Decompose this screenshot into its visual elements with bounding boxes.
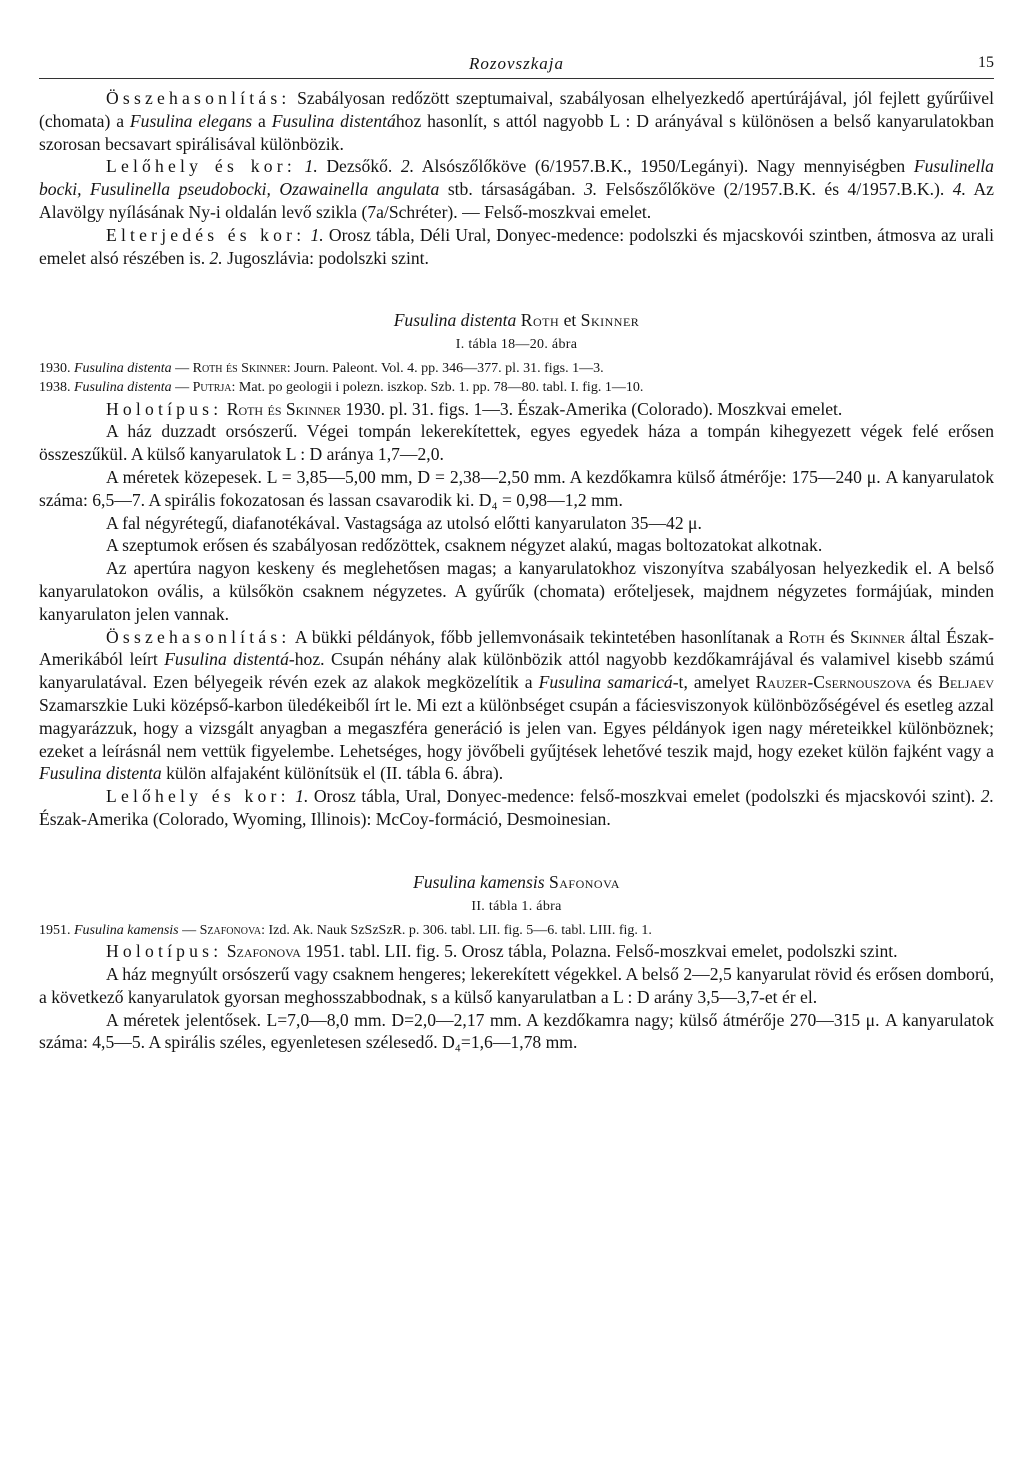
bibliography-entry-3: [39, 922, 994, 941]
text-run: -hoz. Csupán néhány alak különbözik attól nagyobb kezdőkamrájával és valamivel kisebb számú kanyarulatával. Ezen bélyegeik révén ezek az alakok megközelítik a: [39, 649, 994, 693]
comparison-label: Összehasonlítás:: [106, 88, 291, 108]
description-paragraph: A szeptumok erősen és szabályosan redőzöttek, csaknem négyzet alakú, magas boltozatokat alkotnak.: [106, 535, 823, 556]
plate-reference-2: II. tábla 1. ábra: [471, 898, 562, 914]
species-name: Fusulina samaricá: [538, 672, 673, 693]
author-name: Putrja: [192, 379, 232, 395]
running-title: Rozovszkaja: [468, 54, 565, 73]
species-name: Fusulina distenta: [74, 379, 172, 395]
text-run: : Journ. Paleont. Vol. 4. pp. 346—377. pl. 31. figs. 1—3.: [286, 361, 604, 377]
text-run: 1930. pl. 31. figs. 1—3. Észak-Amerika (Colorado). Moszkvai emelet.: [341, 398, 843, 419]
locality-label: Lelőhely és kor:: [106, 156, 296, 177]
author-name: Szafonova: [199, 922, 262, 938]
text-run: -t, amelyet: [672, 672, 756, 693]
holotype-label: Holotípus:: [106, 941, 223, 962]
distribution-label: Elterjedés és kor:: [106, 224, 306, 245]
item-number: 1.: [310, 224, 324, 245]
species-heading-2: [39, 871, 994, 893]
item-number: 1.: [304, 156, 318, 177]
text-run: : Izd. Ak. Nauk SzSzSzR. p. 306. tabl. LII. fig. 5—6. tabl. LIII. fig. 1.: [261, 922, 652, 938]
species-heading-name: Fusulina kamensis: [413, 871, 545, 892]
text-run: Az Alavölgy nyílásának Ny-i oldalán levő szikla (7a/Schréter). — Felső-moszkvai emelet.: [39, 179, 994, 222]
locality-label: Lelőhely és kor:: [106, 786, 290, 807]
item-number: 4.: [952, 179, 966, 200]
text-run: Alsószőlőköve (6/1957.B.K., 1950/Legányi). Nagy mennyiségben: [414, 156, 914, 177]
biblio-year: 1938.: [39, 379, 71, 395]
text-run: Felsőszőlőköve (2/1957.B.K. és 4/1957.B.K.).: [597, 179, 953, 200]
comparison-paragraph-2: [39, 626, 994, 786]
biblio-year: 1951.: [39, 922, 71, 938]
text-run: —: [171, 361, 193, 377]
page: [39, 52, 994, 1054]
author-name: Safonova: [548, 871, 620, 892]
text-run: A bükki példányok, főbb jellemvonásaik tekintetében hasonlítanak a: [290, 626, 789, 647]
text-run: Orosz tábla, Déli Ural, Donyec-medence: podolszki és mjacskovói szintben, átmosva az urali emelet alsó részében is.: [39, 224, 995, 268]
item-number: 2.: [980, 786, 994, 807]
species-heading-name: Fusulina distenta: [393, 310, 517, 331]
description-paragraph: A fal négyrétegű, diafanotékával. Vastagsága az utolsó előtti kanyarulaton 35—42 μ.: [106, 512, 702, 533]
species-name: Fusulina elegans: [129, 110, 253, 131]
comparison-label: Összehasonlítás:: [106, 626, 291, 647]
body-text: [39, 87, 994, 1054]
item-number: 1.: [295, 786, 309, 807]
text-run: —: [171, 379, 193, 395]
description-paragraph: A ház duzzadt orsószerű. Végei tompán lekerekítettek, egyes egyedek háza a tompán kihegyezett végek felé erősen összeszűkül. A külső kanyarulatok L : D aránya 1,7—2,0.: [39, 421, 994, 465]
author-name: Roth: [520, 310, 560, 331]
page-number: 15: [978, 54, 994, 71]
description-paragraph: Az apertúra nagyon keskeny és meglehetősen magas; a kanyarulatokhoz viszonyítva szabályosan helyezkedik el. A belső kanyarulatokon ovális, a külsőkön csaknem négyzetes. A gyűrűk (chomata) erőteljesek, majdnem négyzetes formájúak, minden kanyarulaton jelen vannak.: [39, 558, 994, 624]
author-name: Szafonova: [226, 941, 301, 962]
bibliography-entry-1: [39, 360, 994, 379]
text-run: és: [911, 672, 939, 693]
text-run: Szamarszkie Luki középső-karbon üledékeiből írt le. Mi ezt a különbséget csupán a fáciesviszonyok különbözőségével és esetleg azzal magyarázzuk, hogy a vizsgált anyagban a megaszféra generáció is jelen van. Egyes példányok igen nagy méreteikkel különböznek; ezeket a leírásnál nem vettük figyelembe. Lehetséges, hogy jövőbeli gyűjtések lehetővé teszik majd, hogy ezeket külön fajként vagy a: [39, 694, 994, 761]
item-number: 2.: [209, 247, 223, 268]
species-list: Fusulinella bocki, Fusulinella pseudobocki, Ozawainella angulata: [39, 156, 994, 200]
bibliography-entry-2: [39, 379, 994, 398]
species-name: Fusulina distentá: [164, 649, 289, 670]
holotype-paragraph-2: [39, 940, 994, 963]
text-run: stb. társaságában.: [439, 179, 584, 200]
text-run: hoz hasonlít, s attól nagyobb L : D arányával s különösen a belső kanyarulatokban szorosan becsavart spirálisával különbözik.: [39, 110, 995, 154]
text-run: Jugoszlávia: podolszki szint.: [222, 247, 429, 268]
text-run: által Észak-Amerikából leírt: [39, 626, 995, 670]
description-paragraph: A méretek jelentősek. L=7,0—8,0 mm. D=2,0—2,17 mm. A kezdőkamra nagy; külső átmérője 270—315 μ. A kanyarulatok száma: 4,5—5. A spirális széles, egyenletesen szélesedő. D₄=1,6—1,78 mm.: [39, 1009, 994, 1053]
text-run: külön alfajaként különítsük el (II. tábla 6. ábra).: [161, 763, 504, 784]
running-header: [39, 52, 994, 79]
text-run: és: [824, 626, 851, 647]
text-run: Dezsőkő.: [317, 156, 401, 177]
holotype-paragraph-1: [39, 398, 994, 421]
text-run: —: [178, 922, 200, 938]
text-run: a: [252, 110, 272, 131]
species-name: Fusulina kamensis: [74, 922, 179, 938]
author-name: Rauzer-Csernouszova: [755, 672, 912, 693]
author-name: Skinner: [580, 310, 640, 331]
item-number: 2.: [400, 156, 415, 177]
biblio-year: 1930.: [39, 361, 71, 377]
text-run: 1951. tabl. LII. fig. 5. Orosz tábla, Polazna. Felső-moszkvai emelet, podolszki szint.: [300, 941, 898, 962]
holotype-label: Holotípus:: [106, 398, 223, 419]
author-name: Beljaev: [938, 672, 994, 693]
species-name: Fusulina distenta: [39, 763, 162, 784]
author-name: Skinner: [850, 626, 906, 647]
species-name: Fusulina distentá: [271, 110, 396, 131]
distribution-paragraph: [39, 224, 994, 270]
author-name: Roth és Skinner: [226, 398, 342, 419]
locality-paragraph-2: [39, 785, 994, 831]
plate-reference-1: I. tábla 18—20. ábra: [455, 337, 578, 353]
description-paragraph: A ház megnyúlt orsószerű vagy csaknem hengeres; lekerekített végekkel. A belső 2—2,5 kanyarulat rövid és erősen domború, a következő kanyarulatok gyorsan meghosszabbodnak, s a külső kanyarulatban a L : D arány 3,5—3,7-et ér el.: [39, 964, 994, 1007]
species-name: Fusulina distenta: [74, 361, 172, 377]
text-run: Szabályosan redőzött szeptumaival, szabályosan elhelyezkedő apertúrájával, jól fejlett gyűrűivel (chomata) a: [39, 88, 994, 131]
author-name: Roth: [788, 626, 825, 647]
text-run: Észak-Amerika (Colorado, Wyoming, Illinois): McCoy-formáció, Desmoinesian.: [39, 808, 611, 829]
text-run: Orosz tábla, Ural, Donyec-medence: felső-moszkvai emelet (podolszki és mjacskovói szint).: [308, 786, 981, 807]
text-run: et: [559, 310, 581, 331]
description-paragraph: A méretek közepesek. L = 3,85—5,00 mm, D = 2,38—2,50 mm. A kezdőkamra külső átmérője: 175—240 μ. A kanyarulatok száma: 6,5—7. A spirális fokozatosan és lassan csavarodik ki. D₄ = 0,98—1,2 mm.: [39, 466, 994, 510]
locality-paragraph-1: [39, 155, 994, 223]
comparison-paragraph-1: [39, 87, 994, 155]
author-name: Roth és Skinner: [192, 361, 287, 377]
item-number: 3.: [583, 179, 598, 200]
species-heading-1: [39, 309, 994, 331]
text-run: : Mat. po geologii i polezn. iszkop. Szb. 1. pp. 78—80. tabl. I. fig. 1—10.: [231, 379, 644, 395]
